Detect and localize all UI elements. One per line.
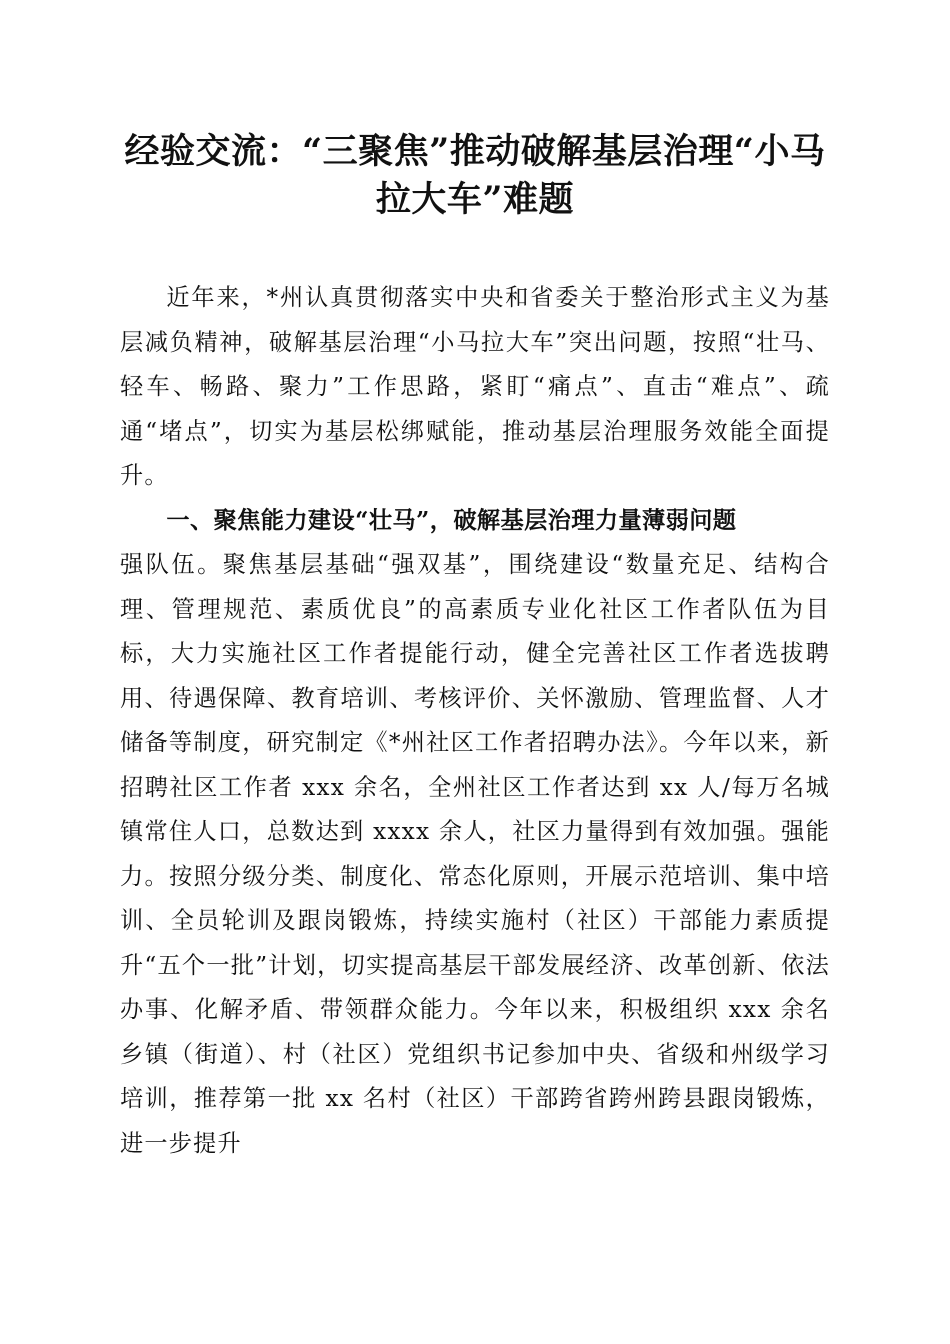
document-body — [120, 276, 830, 1166]
section-1-paragraph: 强队伍。聚焦基层基础“强双基”，围绕建设“数量充足、结构合理、管理规范、素质优良”的高素质专业化社区工作者队伍为目标，大力实施社区工作者提能行动，健全完善社区工作者选拔聘用、待遇保障、教育培训、考核评价、关怀激励、管理监督、人才储备等制度，研究制定《*州社区工作者招聘办法》。今年以来，新招聘社区工作者 xxx 余名，全州社区工作者达到 xx 人/每万名城镇常住人口，总数达到 xxxx 余人，社区力量得到有效加强。强能力。按照分级分类、制度化、常态化原则，开展示范培训、集中培训、全员轮训及跟岗锻炼，持续实施村（社区）干部能力素质提升“五个一批”计划，切实提高基层干部发展经济、改革创新、依法办事、化解矛盾、带领群众能力。今年以来，积极组织 xxx 余名乡镇（街道）、村（社区）党组织书记参加中央、省级和州级学习培训，推荐第一批 xx 名村（社区）干部跨省跨州跨县跟岗锻炼，进一步提升 — [120, 551, 830, 1157]
intro-paragraph: 近年来，*州认真贯彻落实中央和省委关于整治形式主义为基层减负精神，破解基层治理“小马拉大车”突出问题，按照“壮马、轻车、畅路、聚力”工作思路，紧盯“痛点”、直击“难点”、疏通“堵点”，切实为基层松绑赋能，推动基层治理服务效能全面提升。 — [120, 284, 830, 489]
document-title: 经验交流：“三聚焦”推动破解基层治理“小马拉大车”难题 — [124, 131, 826, 220]
section-heading-1: 一、聚焦能力建设“壮马”，破解基层治理力量薄弱问题 — [166, 506, 737, 534]
